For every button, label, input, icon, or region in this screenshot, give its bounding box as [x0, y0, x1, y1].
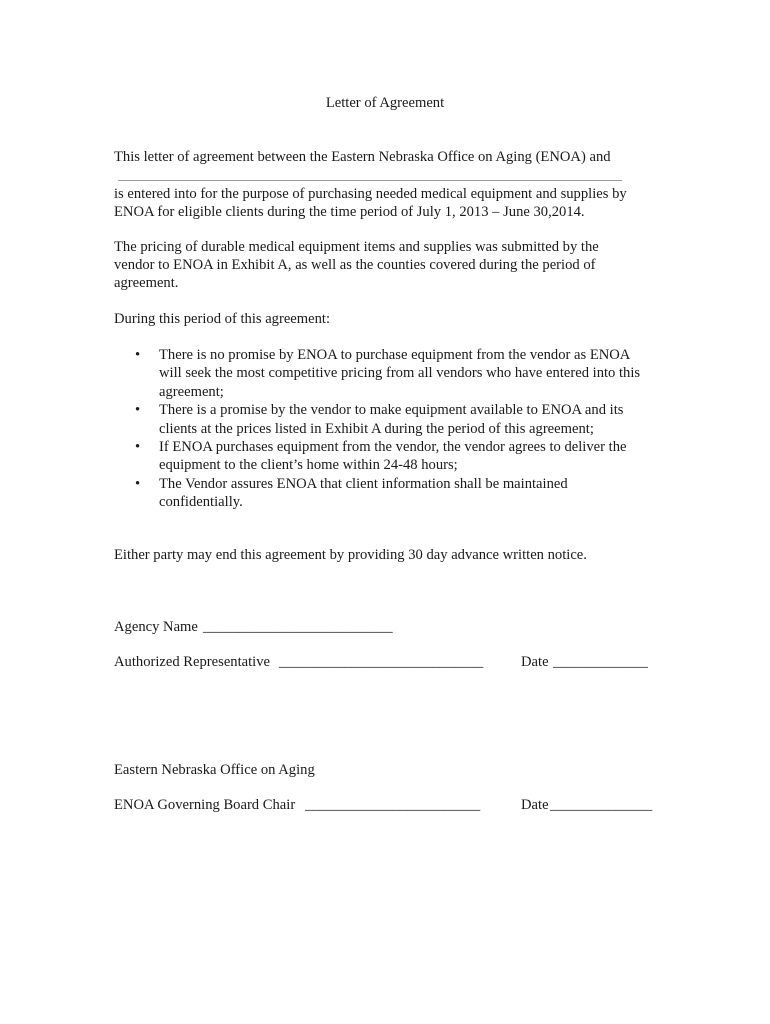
during-heading: During this period of this agreement: [114, 311, 331, 327]
list-item-line: agreement; [159, 383, 224, 400]
agency-name-field[interactable]: __________________________ [203, 619, 393, 635]
termination-clause: Either party may end this agreement by providing 30 day advance written notice. [114, 547, 587, 563]
list-item-line: If ENOA purchases equipment from the vendor, the vendor agrees to deliver the [159, 439, 627, 456]
pricing-line-2: vendor to ENOA in Exhibit A, as well as the counties covered during the period of [114, 257, 596, 273]
agency-name-label: Agency Name [114, 619, 198, 635]
list-item-line: confidentially. [159, 494, 243, 511]
vendor-date-field[interactable]: _____________ [553, 654, 648, 670]
list-item-line: clients at the prices listed in Exhibit A during the period of this agreement; [159, 420, 594, 437]
bullet-icon: • [135, 347, 141, 363]
bullet-icon: • [135, 439, 141, 456]
bullet-icon: • [135, 475, 141, 492]
list-item [114, 475, 674, 512]
bullet-icon: • [135, 402, 141, 419]
list-item [114, 401, 674, 438]
authorized-rep-label: Authorized Representative [114, 654, 271, 670]
intro-line-2: is entered into for the purpose of purchasing needed medical equipment and supplies by [114, 186, 627, 202]
list-item [114, 438, 674, 475]
enoa-org-name: Eastern Nebraska Office on Aging [114, 762, 315, 778]
list-item-line: There is a promise by the vendor to make equipment available to ENOA and its [159, 402, 624, 419]
vendor-name-blank-line[interactable] [118, 180, 622, 181]
enoa-date-field[interactable]: ______________ [550, 797, 653, 813]
intro-line-3: ENOA for eligible clients during the time period of July 1, 2013 – June 30,2014. [114, 204, 585, 220]
authorized-rep-signature-field[interactable]: ____________________________ [279, 654, 484, 670]
vendor-date-label: Date [521, 654, 549, 670]
pricing-line-1: The pricing of durable medical equipment items and supplies was submitted by the [114, 239, 599, 255]
list-item [114, 346, 674, 401]
board-chair-label: ENOA Governing Board Chair [114, 797, 296, 813]
list-item-line: will seek the most competitive pricing from all vendors who have entered into this [159, 365, 641, 382]
intro-line-1: This letter of agreement between the Eastern Nebraska Office on Aging (ENOA) and [114, 149, 611, 165]
list-item-line: There is no promise by ENOA to purchase equipment from the vendor as ENOA [159, 347, 631, 363]
enoa-date-label: Date [521, 797, 549, 813]
page-title: Letter of Agreement [325, 95, 445, 111]
agreement-terms-list [114, 346, 674, 512]
board-chair-signature-field[interactable]: ________________________ [305, 797, 481, 813]
pricing-line-3: agreement. [114, 275, 179, 291]
list-item-line: equipment to the client’s home within 24-48 hours; [159, 457, 458, 474]
list-item-line: The Vendor assures ENOA that client information shall be maintained [159, 475, 568, 492]
